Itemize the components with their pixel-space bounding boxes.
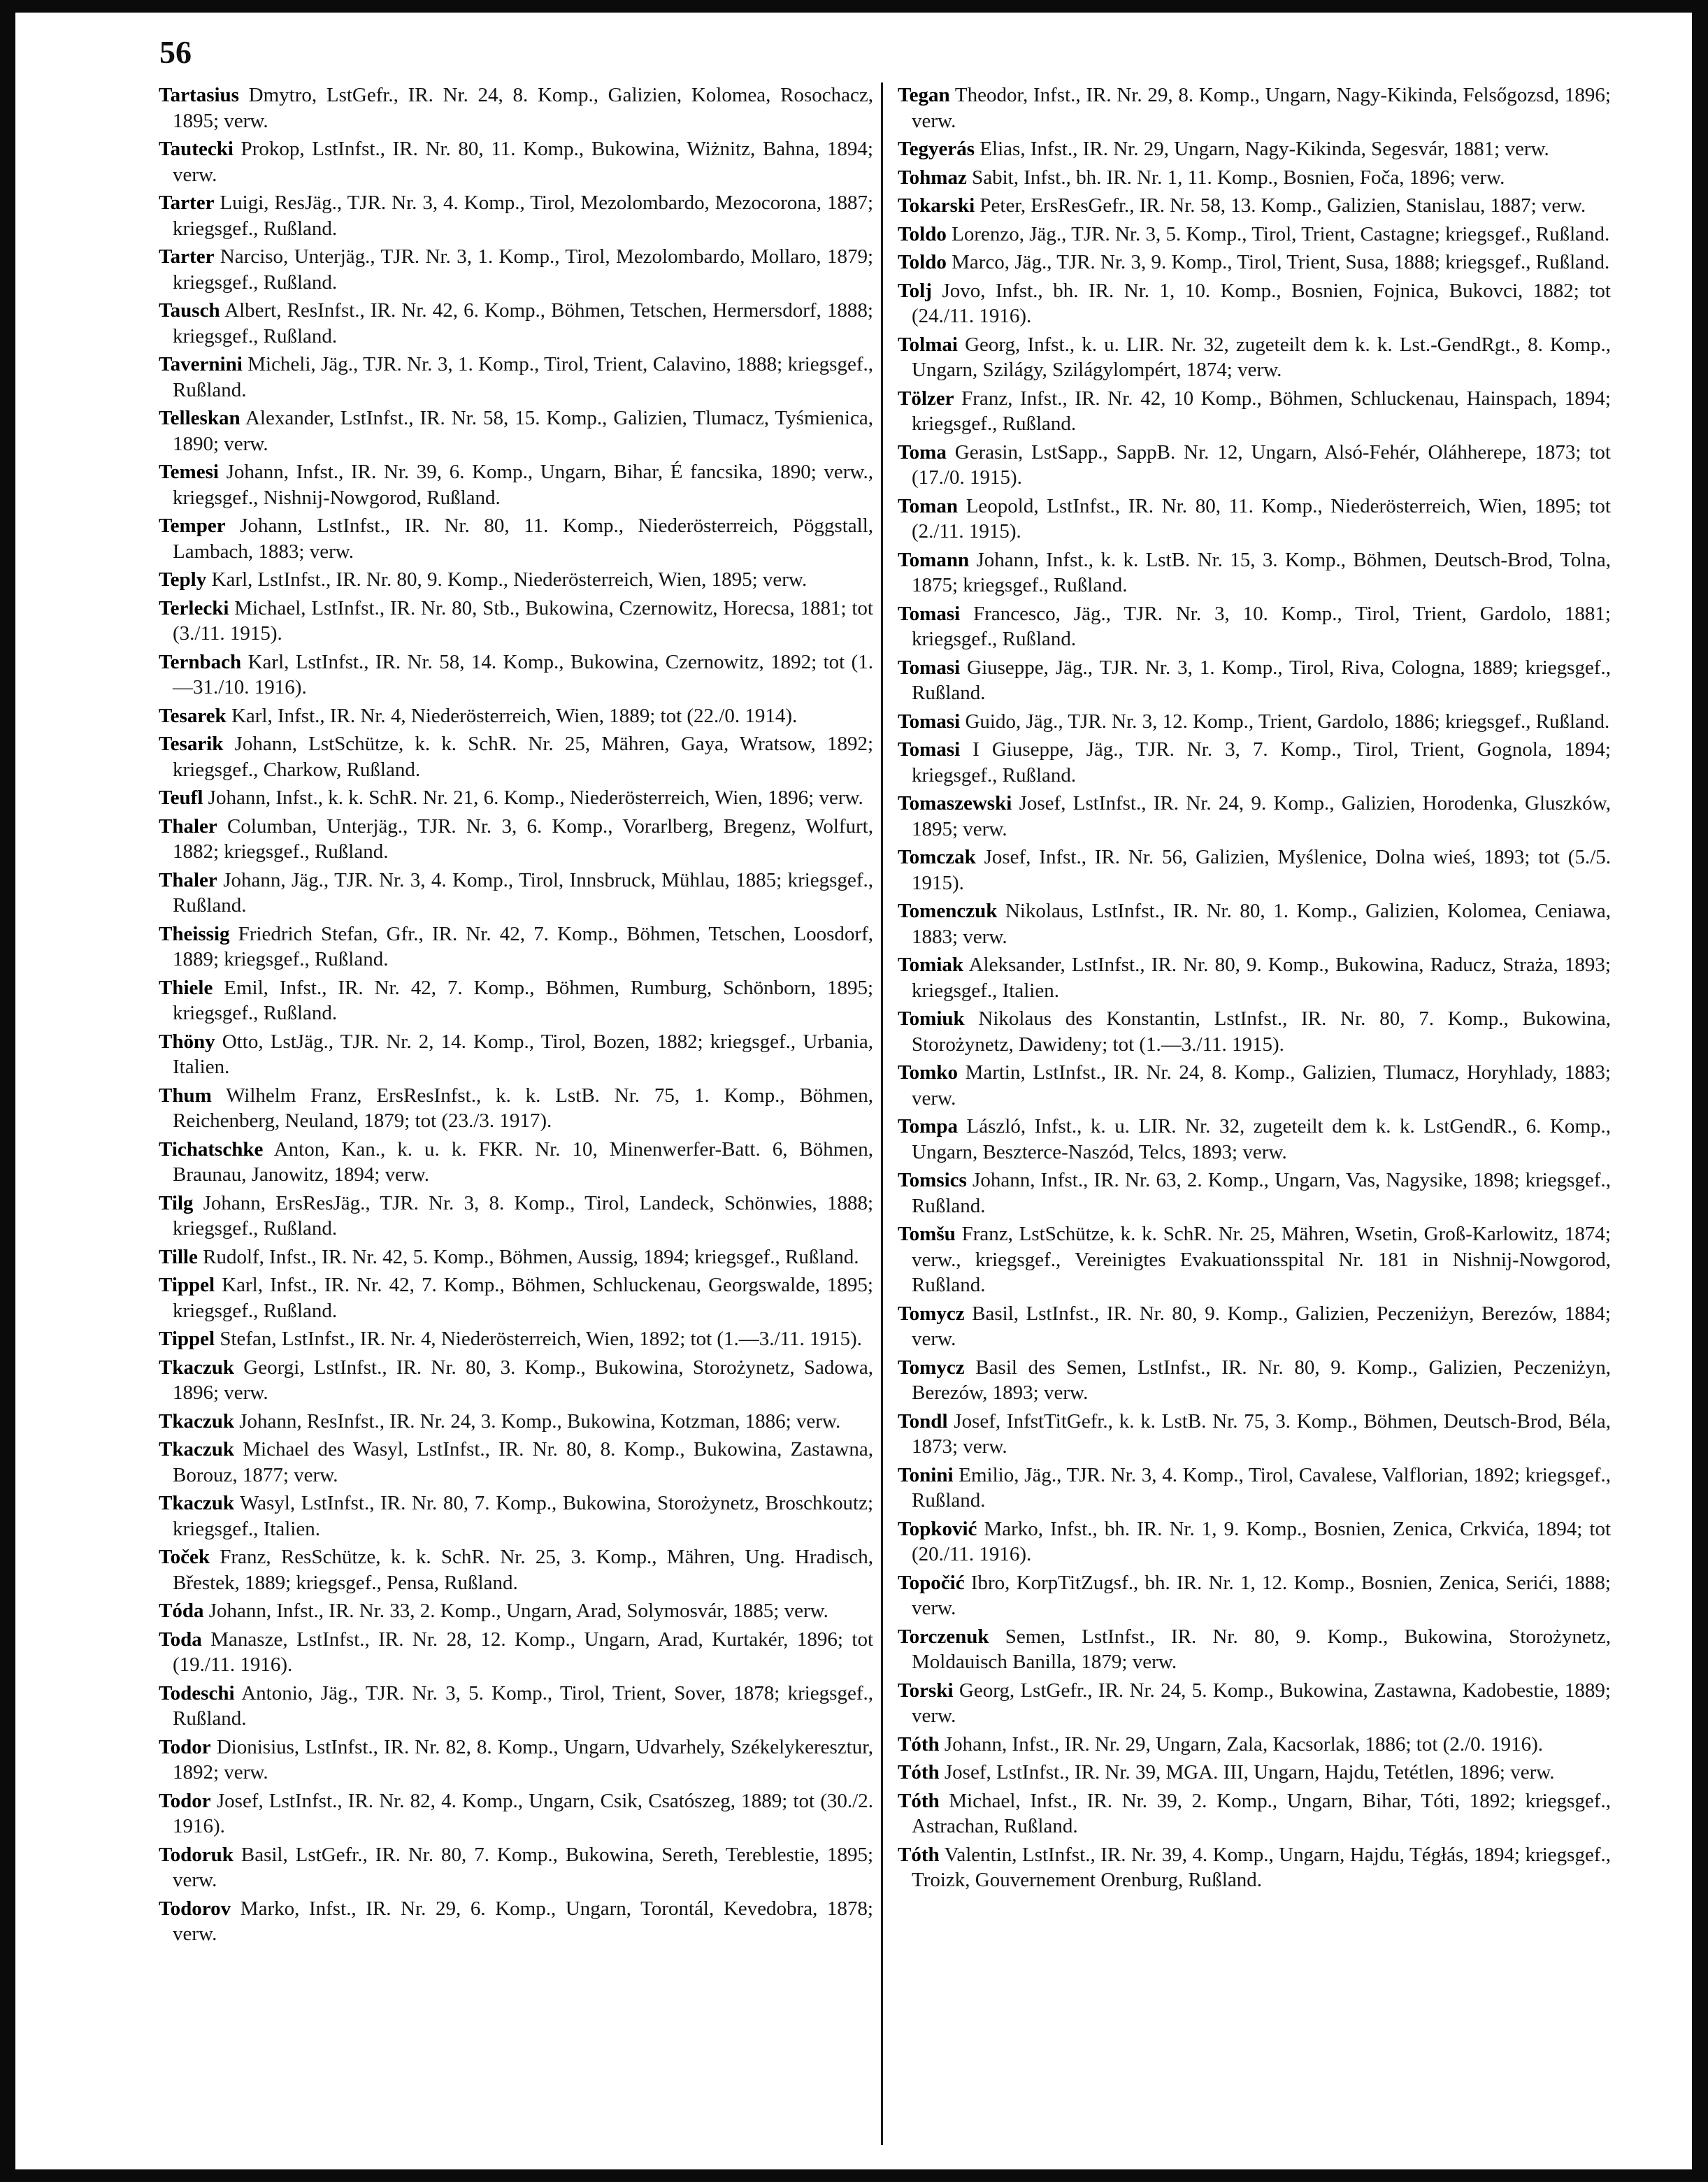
surname: Tautecki xyxy=(159,138,234,160)
entry-details: Johann, Infst., IR. Nr. 63, 2. Komp., Ungarn, Vas, Nagysike, 1898; kriegsgef., Rußland. xyxy=(912,1169,1611,1217)
page xyxy=(15,13,1692,2169)
surname: Toda xyxy=(159,1628,202,1651)
entry-details: Valentin, LstInfst., IR. Nr. 39, 4. Komp., Ungarn, Hajdu, Tégłás, 1894; kriegsgef., Troizk, Gouvernement Orenburg, Rußland. xyxy=(912,1843,1611,1891)
surname: Todeschi xyxy=(159,1681,235,1704)
entry-details: Ibro, KorpTitZugsf., bh. IR. Nr. 1, 12. Komp., Bosnien, Zenica, Serići, 1888; verw. xyxy=(912,1571,1611,1619)
casualty-entry xyxy=(898,193,1611,219)
casualty-entry xyxy=(159,190,873,241)
surname: Tkaczuk xyxy=(159,1409,234,1433)
surname: Tomasi xyxy=(898,656,961,679)
entry-details: I Giuseppe, Jäg., TJR. Nr. 3, 7. Komp., Tirol, Trient, Gognola, 1894; kriegsgef., Rußland. xyxy=(912,738,1611,787)
surname: Tichatschke xyxy=(159,1137,264,1161)
surname: Todoruk xyxy=(159,1843,234,1866)
entry-details: Jovo, Infst., bh. IR. Nr. 1, 10. Komp., Bosnien, Fojnica, Bukovci, 1882; tot (24./11. 1916). xyxy=(912,279,1611,327)
surname: Tippel xyxy=(159,1328,215,1350)
surname: Tesarik xyxy=(159,733,224,755)
casualty-entry xyxy=(898,1624,1611,1675)
entry-details: Franz, ResSchütze, k. k. SchR. Nr. 25, 3. Komp., Mähren, Ung. Hradisch, Břestek, 1889; kriegsgef., Pensa, Rußland. xyxy=(173,1546,873,1594)
surname: Tausch xyxy=(159,299,220,322)
entry-details: Leopold, LstInfst., IR. Nr. 80, 11. Komp., Niederösterreich, Wien, 1895; tot (2./11. 1915). xyxy=(912,494,1611,543)
entry-details: Luigi, ResJäg., TJR. Nr. 3, 4. Komp., Tirol, Mezolombardo, Mezocorona, 1887; kriegsgef., Rußland. xyxy=(173,192,873,240)
casualty-entry xyxy=(159,1137,873,1188)
casualty-entry xyxy=(159,459,873,510)
casualty-entry xyxy=(159,1083,873,1134)
surname: Thiele xyxy=(159,976,213,999)
surname: Telleskan xyxy=(159,407,241,429)
casualty-entry xyxy=(898,250,1611,275)
casualty-entry xyxy=(898,1006,1611,1057)
casualty-entry xyxy=(159,921,873,972)
entry-details: Martin, LstInfst., IR. Nr. 24, 8. Komp., Galizien, Tlumacz, Horyhlady, 1883; verw. xyxy=(912,1061,1611,1110)
entry-details: Gerasin, LstSapp., SappB. Nr. 12, Ungarn, Alsó-Fehér, Oláhherepe, 1873; tot (17./0. 1915). xyxy=(912,440,1611,489)
casualty-entry xyxy=(159,703,873,729)
casualty-entry xyxy=(159,1627,873,1678)
entry-details: Johann, Infst., IR. Nr. 33, 2. Komp., Ungarn, Arad, Solymosvár, 1885; verw. xyxy=(203,1600,828,1622)
entry-details: Michael des Wasyl, LstInfst., IR. Nr. 80, 8. Komp., Bukowina, Zastawna, Borouz, 1877; verw. xyxy=(173,1438,873,1486)
entry-details: Nikolaus, LstInfst., IR. Nr. 80, 1. Komp., Galizien, Kolomea, Ceniawa, 1883; verw. xyxy=(912,900,1611,948)
entry-details: Manasze, LstInfst., IR. Nr. 28, 12. Komp., Ungarn, Arad, Kurtakér, 1896; tot (19./11. 1916). xyxy=(173,1628,873,1676)
entry-details: Wilhelm Franz, ErsResInfst., k. k. LstB. Nr. 75, 1. Komp., Böhmen, Reichenberg, Neuland, 1879; tot (23./3. 1917). xyxy=(173,1084,873,1132)
surname: Tóth xyxy=(898,1843,940,1866)
entry-details: Dmytro, LstGefr., IR. Nr. 24, 8. Komp., Galizien, Kolomea, Rosochacz, 1895; verw. xyxy=(173,84,873,132)
entry-details: Micheli, Jäg., TJR. Nr. 3, 1. Komp., Tirol, Trient, Calavino, 1888; kriegsgef., Rußland. xyxy=(173,353,873,401)
casualty-entry xyxy=(159,1326,873,1352)
entry-details: Josef, LstInfst., IR. Nr. 82, 4. Komp., Ungarn, Csik, Csatószeg, 1889; tot (30./2. 1916). xyxy=(173,1789,873,1837)
casualty-entry xyxy=(898,952,1611,1003)
entry-details: Antonio, Jäg., TJR. Nr. 3, 5. Komp., Tirol, Trient, Sover, 1878; kriegsgef., Rußland. xyxy=(173,1681,873,1730)
casualty-entry xyxy=(159,975,873,1026)
surname: Todor xyxy=(159,1735,211,1758)
entry-details: Wasyl, LstInfst., IR. Nr. 80, 7. Komp., Bukowina, Storożynetz, Broschkoutz; kriegsgef., Italien. xyxy=(173,1492,873,1540)
entry-details: László, Infst., k. u. LIR. Nr. 32, zugeteilt dem k. k. LstGendR., 6. Komp., Ungarn, Beszterce-Naszód, Telcs, 1893; verw. xyxy=(912,1115,1611,1163)
surname: Teply xyxy=(159,568,207,591)
entry-details: Aleksander, LstInfst., IR. Nr. 80, 9. Komp., Bukowina, Raducz, Straża, 1893; kriegsgef., Italien. xyxy=(912,954,1611,1002)
surname: Todor xyxy=(159,1789,211,1812)
casualty-entry xyxy=(898,1114,1611,1165)
surname: Tondl xyxy=(898,1409,948,1433)
casualty-entry xyxy=(159,1681,873,1732)
casualty-entry xyxy=(159,244,873,295)
surname: Tkaczuk xyxy=(159,1438,234,1460)
casualty-entry xyxy=(898,1221,1611,1298)
left-column xyxy=(159,82,873,1950)
entry-details: Georgi, LstInfst., IR. Nr. 80, 3. Komp., Bukowina, Storożynetz, Sadowa, 1896; verw. xyxy=(173,1356,873,1404)
entry-details: Johann, LstSchütze, k. k. SchR. Nr. 25, Mähren, Gaya, Wratsow, 1892; kriegsgef., Charkow, Rußland. xyxy=(173,733,873,781)
entry-details: Johann, LstInfst., IR. Nr. 80, 11. Komp., Niederösterreich, Pöggstall, Lambach, 1883; verw. xyxy=(173,515,873,563)
casualty-entry xyxy=(898,278,1611,329)
entry-details: Karl, Infst., IR. Nr. 42, 7. Komp., Böhmen, Schluckenau, Georgswalde, 1895; kriegsgef., Rußland. xyxy=(173,1274,873,1322)
surname: Teufl xyxy=(159,787,203,809)
surname: Toldo xyxy=(898,251,947,273)
entry-details: Marko, Infst., bh. IR. Nr. 1, 9. Komp., Bosnien, Zenica, Crkvića, 1894; tot (20./11. 1916). xyxy=(912,1517,1611,1565)
surname: Tomasi xyxy=(898,710,961,733)
entry-details: Josef, LstInfst., IR. Nr. 24, 9. Komp., Galizien, Horodenka, Gluszków, 1895; verw. xyxy=(912,792,1611,840)
surname: Tkaczuk xyxy=(159,1492,234,1514)
surname: Tomaszewski xyxy=(898,792,1012,814)
entry-details: Johann, Infst., IR. Nr. 29, Ungarn, Zala, Kacsorlak, 1886; tot (2./0. 1916). xyxy=(939,1732,1544,1756)
entry-details: Marko, Infst., IR. Nr. 29, 6. Komp., Ungarn, Torontál, Kevedobra, 1878; verw. xyxy=(173,1897,873,1945)
surname: Tilg xyxy=(159,1191,194,1214)
surname: Toček xyxy=(159,1546,210,1568)
surname: Ternbach xyxy=(159,650,242,673)
surname: Tkaczuk xyxy=(159,1356,234,1379)
casualty-entry xyxy=(159,405,873,457)
surname: Tomann xyxy=(898,548,970,571)
entry-details: Alexander, LstInfst., IR. Nr. 58, 15. Komp., Galizien, Tlumacz, Tyśmienica, 1890; verw. xyxy=(173,407,873,455)
casualty-entry xyxy=(898,1168,1611,1219)
casualty-entry xyxy=(159,649,873,701)
entry-details: Lorenzo, Jäg., TJR. Nr. 3, 5. Komp., Tirol, Trient, Castagne; kriegsgef., Rußland. xyxy=(946,222,1610,245)
entry-details: Stefan, LstInfst., IR. Nr. 4, Niederösterreich, Wien, 1892; tot (1.—3./11. 1915). xyxy=(215,1328,862,1350)
casualty-entry xyxy=(159,1272,873,1323)
casualty-entry xyxy=(159,1788,873,1839)
column-divider xyxy=(881,82,883,2145)
surname: Thaler xyxy=(159,814,217,838)
casualty-entry xyxy=(898,222,1611,247)
entry-details: Elias, Infst., IR. Nr. 29, Ungarn, Nagy-Kikinda, Segesvár, 1881; verw. xyxy=(975,138,1549,160)
surname: Tóth xyxy=(898,1761,940,1783)
entry-details: Anton, Kan., k. u. k. FKR. Nr. 10, Minenwerfer-Batt. 6, Böhmen, Braunau, Janowitz, 1894; verw. xyxy=(173,1137,873,1186)
casualty-entry xyxy=(159,82,873,134)
page-number: 56 xyxy=(159,34,192,70)
casualty-entry xyxy=(159,785,873,811)
entry-details: Basil des Semen, LstInfst., IR. Nr. 80, 9. Komp., Galizien, Peczeniżyn, Berezów, 1893; verw. xyxy=(912,1356,1611,1404)
surname: Tomasi xyxy=(898,738,961,761)
entry-details: Sabit, Infst., bh. IR. Nr. 1, 11. Komp., Bosnien, Foča, 1896; verw. xyxy=(966,166,1505,189)
entry-details: Friedrich Stefan, Gfr., IR. Nr. 42, 7. Komp., Böhmen, Tetschen, Loosdorf, 1889; kriegsgef., Rußland. xyxy=(173,922,873,970)
casualty-entry xyxy=(898,1516,1611,1567)
entry-details: Franz, LstSchütze, k. k. SchR. Nr. 25, Mähren, Wsetin, Groß-Karlowitz, 1874; verw., kriegsgef., Vereinigtes Evakuationsspital Nr. 181 in Nishnij-Nowgorod, Rußland. xyxy=(912,1223,1611,1296)
entry-details: Josef, Infst., IR. Nr. 56, Galizien, Myślenice, Dolna wieś, 1893; tot (5./5. 1915). xyxy=(912,846,1611,894)
casualty-entry xyxy=(898,845,1611,896)
casualty-entry xyxy=(898,547,1611,598)
right-column xyxy=(898,82,1611,1896)
surname: Theissig xyxy=(159,922,230,945)
entry-details: Giuseppe, Jäg., TJR. Nr. 3, 1. Komp., Tirol, Riva, Cologna, 1889; kriegsgef., Rußland. xyxy=(912,656,1611,704)
surname: Tartasius xyxy=(159,84,239,106)
surname: Thum xyxy=(159,1084,212,1107)
casualty-entry xyxy=(898,494,1611,545)
casualty-entry xyxy=(159,1544,873,1595)
entry-details: Franz, Infst., IR. Nr. 42, 10 Komp., Böhmen, Schluckenau, Hainspach, 1894; kriegsgef., Rußland. xyxy=(912,387,1611,435)
surname: Thaler xyxy=(159,868,217,891)
surname: Toma xyxy=(898,440,947,464)
entry-details: Johann, Infst., k. k. LstB. Nr. 15, 3. Komp., Böhmen, Deutsch-Brod, Tolna, 1875; kriegsgef., Rußland. xyxy=(912,548,1611,596)
entry-details: Francesco, Jäg., TJR. Nr. 3, 10. Komp., Tirol, Trient, Gardolo, 1881; kriegsgef., Rußland. xyxy=(912,602,1611,650)
entry-details: Otto, LstJäg., TJR. Nr. 2, 14. Komp., Tirol, Bozen, 1882; kriegsgef., Urbania, Italien. xyxy=(173,1030,873,1078)
casualty-entry xyxy=(898,709,1611,735)
surname: Tohmaz xyxy=(898,166,967,189)
surname: Tomczak xyxy=(898,846,976,868)
casualty-entry xyxy=(159,136,873,187)
entry-details: Emilio, Jäg., TJR. Nr. 3, 4. Komp., Tirol, Cavalese, Valflorian, 1892; kriegsgef., Rußland. xyxy=(912,1463,1611,1512)
surname: Tomšu xyxy=(898,1223,956,1245)
casualty-entry xyxy=(159,596,873,647)
surname: Topočić xyxy=(898,1571,965,1594)
surname: Tonini xyxy=(898,1463,954,1486)
casualty-entry xyxy=(159,814,873,865)
casualty-entry xyxy=(159,1735,873,1786)
surname: Tomenczuk xyxy=(898,900,998,922)
casualty-entry xyxy=(159,868,873,919)
entry-details: Johann, Infst., k. k. SchR. Nr. 21, 6. Komp., Niederösterreich, Wien, 1896; verw. xyxy=(203,787,863,809)
surname: Torczenuk xyxy=(898,1625,989,1648)
casualty-entry xyxy=(159,1842,873,1893)
entry-details: Albert, ResInfst., IR. Nr. 42, 6. Komp., Böhmen, Tetschen, Hermersdorf, 1888; kriegsgef., Rußland. xyxy=(173,299,873,347)
casualty-entry xyxy=(898,791,1611,842)
casualty-entry xyxy=(159,1029,873,1080)
entry-details: Johann, Jäg., TJR. Nr. 3, 4. Komp., Tirol, Innsbruck, Mühlau, 1885; kriegsgef., Rußland. xyxy=(173,868,873,917)
surname: Tölzer xyxy=(898,387,954,410)
surname: Tarter xyxy=(159,245,215,268)
surname: Tegyerás xyxy=(898,138,975,160)
surname: Tomsics xyxy=(898,1169,967,1191)
entry-details: Marco, Jäg., TJR. Nr. 3, 9. Komp., Tirol, Trient, Susa, 1888; kriegsgef., Rußland. xyxy=(946,251,1610,273)
surname: Tomasi xyxy=(898,602,961,625)
casualty-entry xyxy=(898,1409,1611,1460)
casualty-entry xyxy=(159,352,873,403)
surname: Tippel xyxy=(159,1274,215,1296)
casualty-entry xyxy=(159,1491,873,1542)
casualty-entry xyxy=(898,1355,1611,1406)
entry-details: Semen, LstInfst., IR. Nr. 80, 9. Komp., Bukowina, Storożynetz, Moldauisch Banilla, 1879; verw. xyxy=(912,1625,1611,1673)
surname: Temper xyxy=(159,515,226,537)
entry-details: Georg, Infst., k. u. LIR. Nr. 32, zugeteilt dem k. k. Lst.-GendRgt., 8. Komp., Ungarn, Szilágy, Szilágylompért, 1874; verw. xyxy=(912,333,1611,381)
entry-details: Guido, Jäg., TJR. Nr. 3, 12. Komp., Trient, Gardolo, 1886; kriegsgef., Rußland. xyxy=(960,710,1610,733)
surname: Tomko xyxy=(898,1061,958,1084)
surname: Tegan xyxy=(898,84,950,106)
casualty-entry xyxy=(898,1060,1611,1111)
surname: Tokarski xyxy=(898,194,975,217)
surname: Todorov xyxy=(159,1897,231,1920)
entry-details: Theodor, Infst., IR. Nr. 29, 8. Komp., Ungarn, Nagy-Kikinda, Felsőgozsd, 1896; verw. xyxy=(912,84,1611,132)
casualty-entry xyxy=(898,1842,1611,1893)
entry-details: Rudolf, Infst., IR. Nr. 42, 5. Komp., Böhmen, Aussig, 1894; kriegsgef., Rußland. xyxy=(197,1245,859,1268)
casualty-entry xyxy=(159,731,873,782)
surname: Tóda xyxy=(159,1600,204,1622)
surname: Tóth xyxy=(898,1789,940,1812)
casualty-entry xyxy=(159,298,873,349)
surname: Temesi xyxy=(159,461,219,483)
surname: Thöny xyxy=(159,1030,215,1053)
surname: Toldo xyxy=(898,222,947,245)
surname: Tarter xyxy=(159,192,215,214)
surname: Toman xyxy=(898,494,958,517)
casualty-entry xyxy=(898,1732,1611,1758)
casualty-entry xyxy=(898,898,1611,949)
casualty-entry xyxy=(159,1244,873,1270)
casualty-entry xyxy=(898,386,1611,437)
surname: Topković xyxy=(898,1517,977,1540)
entry-details: Prokop, LstInfst., IR. Nr. 80, 11. Komp., Bukowina, Wiżnitz, Bahna, 1894; verw. xyxy=(173,138,873,186)
casualty-entry xyxy=(898,165,1611,191)
entry-details: Basil, LstInfst., IR. Nr. 80, 9. Komp., Galizien, Peczeniżyn, Berezów, 1884; verw. xyxy=(912,1302,1611,1350)
entry-details: Peter, ErsResGefr., IR. Nr. 58, 13. Komp., Galizien, Stanislau, 1887; verw. xyxy=(975,194,1586,217)
casualty-entry xyxy=(898,601,1611,652)
entry-details: Dionisius, LstInfst., IR. Nr. 82, 8. Komp., Ungarn, Udvarhely, Székelykeresztur, 1892; verw. xyxy=(173,1735,873,1783)
entry-details: Johann, ErsResJäg., TJR. Nr. 3, 8. Komp., Tirol, Landeck, Schönwies, 1888; kriegsgef., Rußland. xyxy=(173,1191,873,1240)
surname: Tavernini xyxy=(159,353,243,375)
casualty-entry xyxy=(898,1570,1611,1621)
casualty-entry xyxy=(159,1598,873,1624)
entry-details: Narciso, Unterjäg., TJR. Nr. 3, 1. Komp., Tirol, Mezolombardo, Mollaro, 1879; kriegsgef., Rußland. xyxy=(173,245,873,294)
casualty-entry xyxy=(898,1301,1611,1352)
casualty-entry xyxy=(159,1437,873,1488)
entry-details: Emil, Infst., IR. Nr. 42, 7. Komp., Böhmen, Rumburg, Schönborn, 1895; kriegsgef., Rußland. xyxy=(173,976,873,1024)
casualty-entry xyxy=(898,655,1611,706)
entry-details: Columban, Unterjäg., TJR. Nr. 3, 6. Komp., Vorarlberg, Bregenz, Wolfurt, 1882; kriegsgef., Rußland. xyxy=(173,814,873,863)
casualty-entry xyxy=(898,737,1611,788)
entry-details: Basil, LstGefr., IR. Nr. 80, 7. Komp., Bukowina, Sereth, Tereblestie, 1895; verw. xyxy=(173,1843,873,1891)
entry-details: Josef, LstInfst., IR. Nr. 39, MGA. III, Ungarn, Hajdu, Tetétlen, 1896; verw. xyxy=(939,1761,1555,1783)
casualty-entry xyxy=(898,1463,1611,1514)
surname: Tóth xyxy=(898,1732,940,1756)
surname: Tomiak xyxy=(898,954,964,976)
casualty-entry xyxy=(898,440,1611,491)
entry-details: Josef, InfstTitGefr., k. k. LstB. Nr. 75, 3. Komp., Böhmen, Deutsch-Brod, Béla, 1873; verw. xyxy=(912,1409,1611,1458)
surname: Tille xyxy=(159,1245,198,1268)
surname: Tompa xyxy=(898,1115,958,1137)
entry-details: Karl, LstInfst., IR. Nr. 58, 14. Komp., Bukowina, Czernowitz, 1892; tot (1.—31./10. 1916). xyxy=(173,650,873,698)
surname: Tomycz xyxy=(898,1302,965,1325)
entry-details: Nikolaus des Konstantin, LstInfst., IR. Nr. 80, 7. Komp., Bukowina, Storożynetz, Dawideny; tot (1.—3./11. 1915). xyxy=(912,1007,1611,1056)
surname: Torski xyxy=(898,1679,954,1702)
casualty-entry xyxy=(898,1788,1611,1839)
casualty-entry xyxy=(159,1896,873,1947)
surname: Tesarek xyxy=(159,704,227,727)
casualty-entry xyxy=(898,82,1611,134)
entry-details: Karl, Infst., IR. Nr. 4, Niederösterreich, Wien, 1889; tot (22./0. 1914). xyxy=(226,704,798,727)
entry-details: Johann, Infst., IR. Nr. 39, 6. Komp., Ungarn, Bihar, É fancsika, 1890; verw., kriegsgef., Nishnij-Nowgorod, Rußland. xyxy=(173,461,873,509)
casualty-entry xyxy=(159,1191,873,1242)
casualty-entry xyxy=(159,1409,873,1435)
entry-details: Johann, ResInfst., IR. Nr. 24, 3. Komp., Bukowina, Kotzman, 1886; verw. xyxy=(234,1409,841,1433)
surname: Tolj xyxy=(898,279,932,302)
casualty-entry xyxy=(159,567,873,593)
entry-details: Michael, LstInfst., IR. Nr. 80, Stb., Bukowina, Czernowitz, Horecsa, 1881; tot (3./11. 1915). xyxy=(173,596,873,645)
casualty-entry xyxy=(159,513,873,564)
casualty-entry xyxy=(159,1355,873,1406)
surname: Tomiuk xyxy=(898,1007,965,1030)
entry-details: Karl, LstInfst., IR. Nr. 80, 9. Komp., Niederösterreich, Wien, 1895; verw. xyxy=(206,568,808,591)
entry-details: Georg, LstGefr., IR. Nr. 24, 5. Komp., Bukowina, Zastawna, Kadobestie, 1889; verw. xyxy=(912,1679,1611,1727)
surname: Tomycz xyxy=(898,1356,965,1379)
surname: Tolmai xyxy=(898,333,958,356)
casualty-entry xyxy=(898,1678,1611,1729)
casualty-entry xyxy=(898,136,1611,162)
surname: Terlecki xyxy=(159,596,229,619)
casualty-entry xyxy=(898,1760,1611,1786)
entry-details: Michael, Infst., IR. Nr. 39, 2. Komp., Ungarn, Bihar, Tóti, 1892; kriegsgef., Astrachan, Rußland. xyxy=(912,1789,1611,1837)
casualty-entry xyxy=(898,332,1611,383)
